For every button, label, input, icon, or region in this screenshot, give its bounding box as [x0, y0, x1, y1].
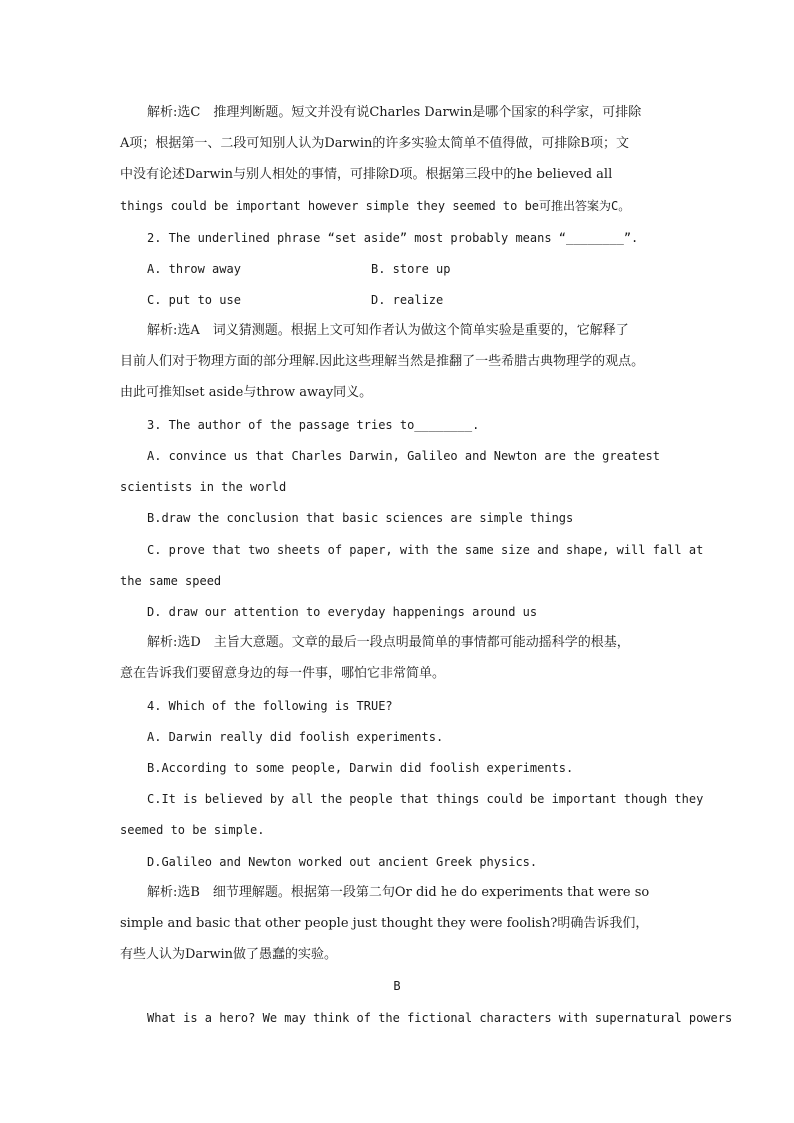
question-4-option-c: C.It is believed by all the people that things could be important though they: [147, 792, 704, 806]
question-3-option-a-cont: scientists in the world: [120, 480, 287, 494]
explanation-q1-line-3: 中没有论述Darwin与别人相处的事情，可排除D项。根据第三段中的he believed all: [120, 167, 613, 182]
question-2-option-a: A. throw away: [147, 262, 241, 276]
question-2-option-b: B. store up: [371, 262, 451, 276]
question-2-option-c: C. put to use: [147, 293, 241, 307]
explanation-q4-line-2: simple and basic that other people just thought they were foolish?明确告诉我们，: [120, 916, 649, 931]
question-4-option-d: D.Galileo and Newton worked out ancient Greek physics.: [147, 855, 538, 869]
question-4-option-b: B.According to some people, Darwin did foolish experiments.: [147, 761, 574, 775]
question-3-option-a: A. convince us that Charles Darwin, Galileo and Newton are the greatest: [147, 449, 660, 463]
question-4-option-c-cont: seemed to be simple.: [120, 823, 265, 837]
question-2-option-d: D. realize: [371, 293, 444, 307]
explanation-q2-line-1: 解析:选A 词义猜测题。根据上文可知作者认为做这个简单实验是重要的，它解释了: [147, 323, 629, 338]
explanation-q3-line-2: 意在告诉我们要留意身边的每一件事，哪怕它非常简单。: [120, 666, 446, 681]
question-4: 4. Which of the following is TRUE?: [147, 699, 393, 713]
question-3-option-b: B.draw the conclusion that basic sciences are simple things: [147, 511, 574, 525]
question-3-option-c-cont: the same speed: [120, 574, 222, 588]
question-3: 3. The author of the passage tries to________.: [147, 418, 480, 432]
explanation-q4-line-3: 有些人认为Darwin做了愚蠢的实验。: [120, 947, 338, 962]
question-2: 2. The underlined phrase “set aside” most probably means “________”.: [147, 231, 639, 245]
passage-b-line-1: What is a hero? We may think of the fictional characters with supernatural powers: [147, 1011, 733, 1025]
explanation-q3-line-1: 解析:选D 主旨大意题。文章的最后一段点明最简单的事情都可能动摇科学的根基，: [147, 635, 630, 650]
question-3-option-d: D. draw our attention to everyday happenings around us: [147, 605, 538, 619]
question-3-option-c: C. prove that two sheets of paper, with the same size and shape, will fall at: [147, 543, 704, 557]
section-heading-b: B: [393, 979, 401, 993]
explanation-q1-line-4: things could be important however simple they seemed to be可推出答案为C。: [120, 199, 631, 213]
question-4-option-a: A. Darwin really did foolish experiments.: [147, 730, 444, 744]
explanation-q2-line-3: 由此可推知set aside与throw away同义。: [120, 385, 373, 400]
explanation-q2-line-2: 目前人们对于物理方面的部分理解.因此这些理解当然是推翻了一些希腊古典物理学的观点。: [120, 354, 645, 369]
explanation-q4-line-1: 解析:选B 细节理解题。根据第一段第二句Or did he do experiments that were so: [147, 885, 650, 900]
explanation-q1-line-1: 解析:选C 推理判断题。短文并没有说Charles Darwin是哪个国家的科学家，可排除: [147, 105, 642, 120]
explanation-q1-line-2: A项；根据第一、二段可知别人认为Darwin的许多实验太简单不值得做，可排除B项；文: [120, 136, 629, 151]
